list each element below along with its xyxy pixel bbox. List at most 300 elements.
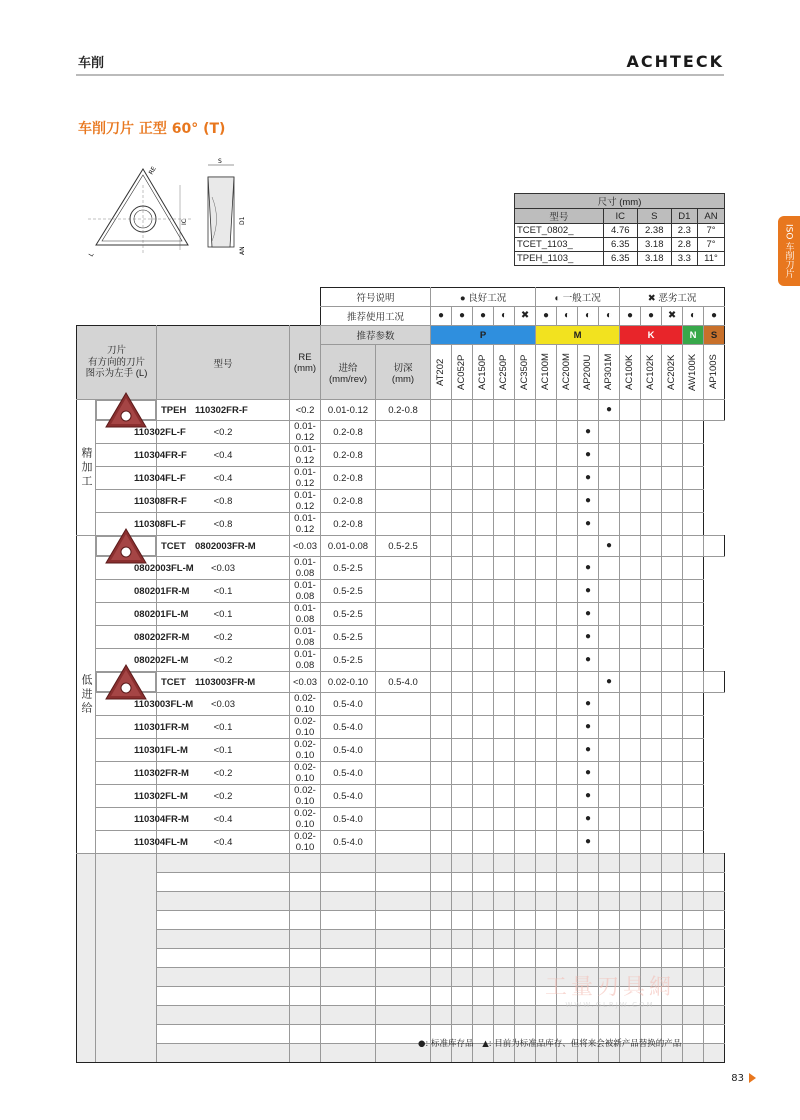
stock-cell [599,693,620,716]
feed-cell: 0.02-0.10 [290,693,321,716]
stock-cell [494,490,515,513]
stock-cell [599,580,620,603]
usage-icon: ◐ [494,307,515,326]
stock-cell [683,785,704,808]
stock-cell [515,739,536,762]
model-cell [96,808,189,831]
stock-cell [494,831,515,854]
dimension-cell: 3.18 [637,252,671,266]
empty-cell [557,854,578,873]
stock-cell [620,672,641,693]
model-cell [96,603,189,626]
stock-cell [515,831,536,854]
grade-name: AT202 [435,358,447,386]
stock-cell [578,536,599,557]
empty-cell [515,968,536,987]
stock-cell [494,603,515,626]
empty-cell [290,873,321,892]
table-row [77,536,725,557]
empty-cell [473,892,494,911]
legend-bad: ✖ 恶劣工况 [620,288,725,307]
grade-name: AC202K [666,354,678,390]
depth-cell: 0.5-2.5 [321,557,376,580]
stock-cell [662,557,683,580]
stock-cell [599,467,620,490]
empty-cell [431,854,452,873]
empty-cell [494,987,515,1006]
stock-cell [515,467,536,490]
depth-cell: 0.5-4.0 [321,831,376,854]
model-code: 1103003FL-M [134,698,194,710]
empty-cell [452,949,473,968]
stock-cell [473,831,494,854]
empty-cell [515,873,536,892]
material-group-s: S [704,326,725,345]
stock-cell [536,831,557,854]
model-code: 0802003FR-M [195,540,256,552]
feed-cell: 0.01-0.08 [290,626,321,649]
feed-cell: 0.01-0.12 [290,490,321,513]
stock-cell [557,693,578,716]
stock-cell [620,649,641,672]
empty-cell [704,911,725,930]
model-cell [157,672,290,693]
empty-cell [376,873,431,892]
model-cell [96,444,187,467]
model-cell [96,626,190,649]
empty-cell [578,854,599,873]
empty-cell [321,949,376,968]
empty-cell [536,911,557,930]
empty-cell [452,892,473,911]
depth-cell: 0.5-2.5 [321,649,376,672]
empty-row [77,854,725,873]
empty-cell [704,968,725,987]
usage-icon: ◐ [599,307,620,326]
stock-cell [662,580,683,603]
stock-cell [620,580,641,603]
grade-header [452,345,473,400]
empty-cell [473,873,494,892]
stock-cell [704,672,725,693]
stock-cell [494,785,515,808]
stock-cell [452,831,473,854]
stock-cell [376,603,431,626]
table-row [77,785,725,808]
stock-cell [515,626,536,649]
stock-cell [452,467,473,490]
stock-cell [376,831,431,854]
stock-cell [683,739,704,762]
legend-row [77,288,725,307]
table-row [77,444,725,467]
re-cell: <0.2 [157,762,290,785]
usage-icon: ● [431,307,452,326]
empty-cell [376,854,431,873]
usage-icon: ◐ [683,307,704,326]
stock-cell [452,444,473,467]
empty-cell [494,930,515,949]
stock-cell [536,693,557,716]
stock-cell [494,626,515,649]
empty-cell [494,968,515,987]
re-cell: <0.4 [157,444,290,467]
stock-cell [557,536,578,557]
footer-note [418,1037,687,1049]
legend-symbol-label: 符号说明 [321,288,431,307]
stock-cell [662,490,683,513]
empty-cell [473,1006,494,1025]
stock-cell [473,762,494,785]
empty-cell [599,892,620,911]
stock-cell [376,490,431,513]
stock-cell [376,739,431,762]
stock-cell [536,739,557,762]
empty-row [77,873,725,892]
empty-cell [321,873,376,892]
stock-cell [599,785,620,808]
stock-cell [473,490,494,513]
feed-cell: 0.01-0.08 [290,580,321,603]
empty-cell [515,854,536,873]
empty-cell [704,1025,725,1044]
stock-cell [641,444,662,467]
empty-cell [557,873,578,892]
model-code: 080202FL-M [134,654,189,666]
stock-cell [620,421,641,444]
grade-name: AW100K [687,353,699,391]
watermark-text: 工量刃具網 [544,975,675,1000]
re-cell: <0.2 [157,785,290,808]
stock-cell [536,513,557,536]
stock-cell [683,421,704,444]
stock-cell [662,785,683,808]
stock-cell [641,513,662,536]
re-cell: <0.2 [157,421,290,444]
stock-cell [557,762,578,785]
side-tab[interactable]: ISO 车削刀片 [778,216,800,286]
feed-cell: 0.02-0.10 [290,831,321,854]
grade-header [515,345,536,400]
stock-cell [557,672,578,693]
stock-cell [431,536,452,557]
stock-cell [431,580,452,603]
empty-cell [290,892,321,911]
stock-cell [536,536,557,557]
feed-cell: 0.02-0.10 [290,716,321,739]
stock-cell [473,467,494,490]
stock-cell [515,580,536,603]
usage-row [77,307,725,326]
stock-cell [641,762,662,785]
stock-cell [620,400,641,421]
grade-header [494,345,515,400]
grade-header [536,345,557,400]
header-divider [76,74,724,76]
stock-cell [683,467,704,490]
empty-cell [620,892,641,911]
stock-cell [599,444,620,467]
stock-cell [557,831,578,854]
empty-cell [157,854,290,873]
grade-name: AC350P [519,354,531,390]
model-cell [96,580,190,603]
empty-cell [683,930,704,949]
dimension-header: AN [698,209,725,224]
feed-cell: 0.01-0.08 [290,557,321,580]
stock-cell [431,603,452,626]
model-code: 110304FL-M [134,836,188,848]
stock-cell [683,716,704,739]
stock-cell [662,400,683,421]
stock-cell [515,444,536,467]
empty-cell [452,873,473,892]
category-finishing: 精加工 [77,400,96,536]
empty-cell [157,1006,290,1025]
feed-header: 进给 (mm/rev) [321,345,376,400]
feed-cell: 0.01-0.08 [321,536,376,557]
stock-cell [599,716,620,739]
depth-cell: 0.2-0.8 [321,490,376,513]
usage-icon: ● [473,307,494,326]
empty-cell [376,987,431,1006]
stock-cell [662,716,683,739]
stock-cell [494,762,515,785]
stock-cell [431,626,452,649]
stock-cell [473,672,494,693]
model-code: 110302FL-F [134,426,186,438]
depth-cell: 0.5-2.5 [321,626,376,649]
stock-cell [515,513,536,536]
empty-cell [157,1025,290,1044]
dimension-cell: 2.3 [671,224,697,238]
stock-cell [473,626,494,649]
stock-cell [431,785,452,808]
stock-cell [599,808,620,831]
grade-header [557,345,578,400]
stock-cell [431,490,452,513]
feed-cell: 0.02-0.10 [290,785,321,808]
stock-cell: ● [578,444,599,467]
stock-cell [620,716,641,739]
re-cell: <0.03 [290,672,321,693]
table-row [77,580,725,603]
stock-cell [536,649,557,672]
re-cell: <0.1 [157,716,290,739]
stock-cell [557,785,578,808]
empty-cell [683,1006,704,1025]
stock-cell [452,536,473,557]
watermark [540,940,680,1020]
usage-icon: ◐ [557,307,578,326]
model-code: 110301FL-M [134,744,188,756]
stock-cell [494,693,515,716]
stock-cell [515,693,536,716]
re-cell: <0.4 [157,831,290,854]
insert-image [96,400,156,420]
empty-cell [376,968,431,987]
stock-cell: ● [578,467,599,490]
stock-cell: ● [578,831,599,854]
empty-cell [704,873,725,892]
grade-name: AC200M [561,353,573,391]
legend-normal: ◐ 一般工况 [536,288,620,307]
stock-cell [494,400,515,421]
stock-cell [599,557,620,580]
model-code: 080201FR-M [134,585,190,597]
empty-cell [376,911,431,930]
stock-cell [494,716,515,739]
table-row [77,831,725,854]
depth-cell: 0.5-2.5 [321,603,376,626]
stock-cell: ● [578,626,599,649]
stock-cell [473,444,494,467]
empty-cell [376,1006,431,1025]
usage-label: 推荐使用工况 [321,307,431,326]
stock-cell [473,557,494,580]
dimension-header: IC [603,209,637,224]
model-code: 110308FL-F [134,518,186,530]
stock-cell [431,808,452,831]
stock-cell [641,536,662,557]
stock-cell [641,580,662,603]
empty-cell [452,1006,473,1025]
table-row [77,762,725,785]
depth-cell: 0.5-4.0 [321,716,376,739]
stock-cell [620,557,641,580]
empty-cell [494,1006,515,1025]
stock-cell [557,557,578,580]
stock-cell [473,693,494,716]
empty-cell [321,854,376,873]
stock-cell [515,672,536,693]
grade-header [704,345,725,400]
usage-icon: ◐ [578,307,599,326]
dimension-cell: 7° [698,224,725,238]
table-row [77,649,725,672]
stock-cell [452,716,473,739]
grade-header [641,345,662,400]
stock-cell [431,421,452,444]
stock-cell: ● [578,693,599,716]
stock-cell: ● [578,739,599,762]
stock-cell [620,536,641,557]
stock-cell [662,762,683,785]
stock-cell [536,626,557,649]
grade-name: AP200U [582,354,594,390]
depth-cell: 0.2-0.8 [321,421,376,444]
stock-cell [557,626,578,649]
empty-cell [704,854,725,873]
empty-cell [157,892,290,911]
stock-cell: ● [578,580,599,603]
dimension-cell: TPEH_1103_ [515,252,604,266]
table-row [77,467,725,490]
table-row [77,400,725,421]
empty-cell [515,892,536,911]
brand-logo: ACHTECK [626,52,724,71]
model-cell [96,762,189,785]
stock-cell [662,831,683,854]
ic-label: IC [181,219,188,225]
re-cell: <0.03 [157,557,290,580]
insert-image [96,536,156,556]
grade-header [599,345,620,400]
feed-cell: 0.01-0.08 [290,649,321,672]
stock-cell [578,400,599,421]
empty-cell [620,911,641,930]
model-cell [157,400,290,421]
grade-name: AC052P [456,354,468,390]
empty-cell [473,987,494,1006]
insert-header: 刀片 有方向的刀片 图示为左手 (L) [77,326,157,400]
stock-cell [704,536,725,557]
empty-cell [704,987,725,1006]
stock-cell [376,421,431,444]
category-low-feed: 低进给 [77,536,96,854]
stock-cell [536,400,557,421]
model-code: 110302FR-F [195,404,248,416]
stock-cell [641,808,662,831]
re-cell: <0.03 [157,693,290,716]
stock-cell [494,513,515,536]
empty-cell [536,892,557,911]
empty-cell [290,1006,321,1025]
stock-cell [662,649,683,672]
stock-cell [641,739,662,762]
stock-cell [599,626,620,649]
empty-cell [704,892,725,911]
empty-cell [704,949,725,968]
re-header: RE (mm) [290,326,321,400]
stock-cell [620,785,641,808]
stock-cell [599,649,620,672]
dimension-cell: 2.38 [637,224,671,238]
stock-cell [473,785,494,808]
dimension-header: 型号 [515,209,604,224]
model-cell [96,831,188,854]
stock-cell [494,536,515,557]
stock-cell [452,672,473,693]
empty-cell [376,892,431,911]
empty-cell [683,892,704,911]
dimension-table [514,193,725,266]
stock-cell [473,716,494,739]
empty-cell [641,892,662,911]
empty-cell [290,854,321,873]
empty-cell [290,949,321,968]
stock-cell [641,490,662,513]
feed-cell: 0.01-0.12 [321,400,376,421]
grade-name: AC150P [477,354,489,390]
stock-cell [536,490,557,513]
stock-cell [536,785,557,808]
next-arrow-icon[interactable] [749,1073,756,1083]
table-header-row [77,326,725,345]
stock-cell [452,421,473,444]
material-group-n: N [683,326,704,345]
stock-cell [452,557,473,580]
usage-icon: ● [620,307,641,326]
stock-cell [431,762,452,785]
empty-cell [157,987,290,1006]
empty-cell [683,949,704,968]
stock-cell [494,808,515,831]
watermark-url: WWW.GLRJW.COM [565,1001,655,1009]
depth-cell: 0.5-4.0 [321,785,376,808]
stock-cell [473,513,494,536]
stock-cell [473,536,494,557]
